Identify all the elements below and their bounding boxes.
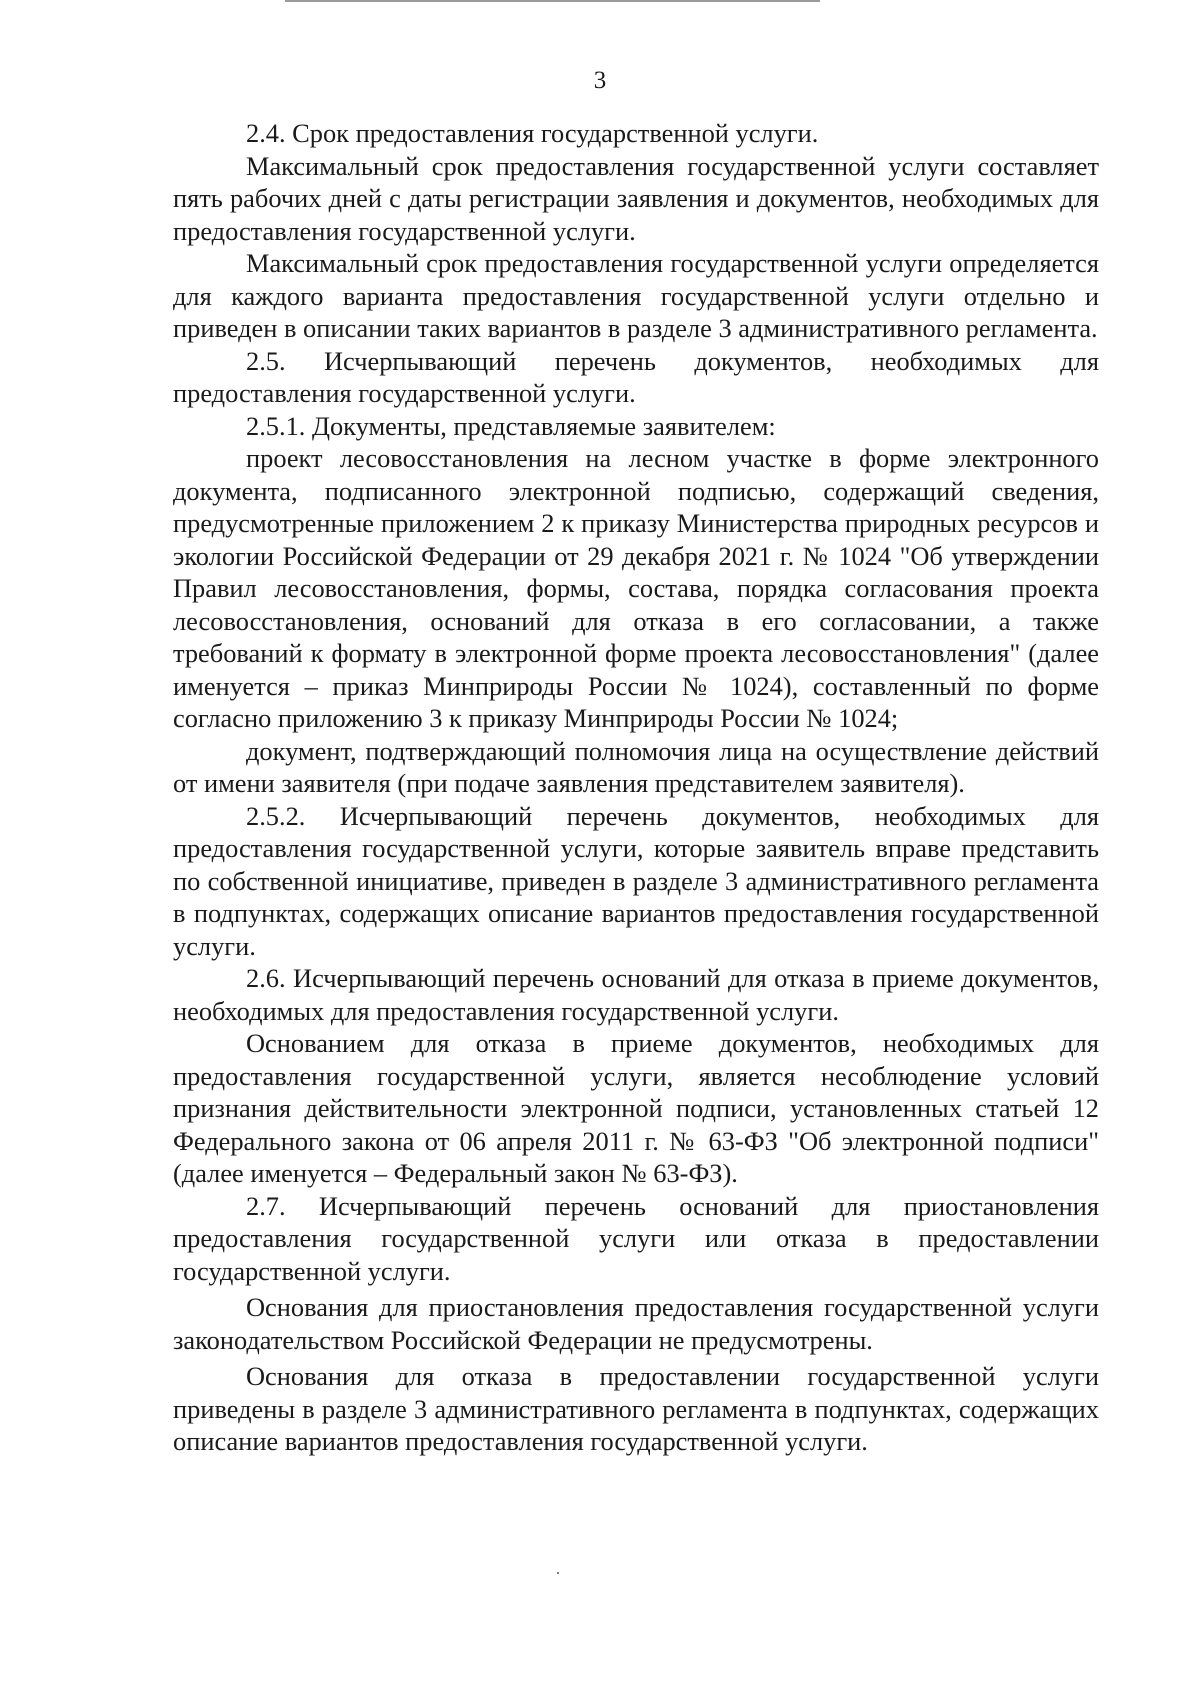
paragraph-2-5-2: 2.5.2. Исчерпывающий перечень документов, необходимых для предоставления государственной услуги, которые заявитель вправе представить по собственной инициативе, приведен в разделе 3 административного регламента в подпунктах, содержащих описание вариантов предоставления государственной услуги. [173, 800, 1099, 961]
paragraph-authority-document: документ, подтверждающий полномочия лица на осуществление действий от имени заявителя (при подаче заявления представителем заявителя). [173, 735, 1099, 798]
paragraph-suspension-grounds: Основания для приостановления предоставления государственной услуги законодательством Российской Федерации не предусмотрены. [173, 1292, 1099, 1355]
paragraph-max-term-1: Максимальный срок предоставления государственной услуги составляет пять рабочих дней с даты регистрации заявления и документов, необходимых для предоставления государственной услуги. [173, 150, 1099, 246]
document-body [173, 117, 1099, 1458]
scan-top-edge [285, 0, 820, 2]
scan-artifact-dot [557, 1572, 559, 1574]
paragraph-refusal-service-grounds: Основания для отказа в предоставлении государственной услуги приведены в разделе 3 административного регламента в подпунктах, содержащих описание вариантов предоставления государственной услуги. [173, 1361, 1099, 1456]
paragraph-2-4-heading: 2.4. Срок предоставления государственной услуги. [246, 118, 819, 148]
paragraph-max-term-2: Максимальный срок предоставления государственной услуги определяется для каждого варианта предоставления государственной услуги отдельно и приведен в описании таких вариантов в разделе 3 административного регламента. [173, 248, 1099, 343]
paragraph-2-5-1-heading: 2.5.1. Документы, представляемые заявителем: [246, 410, 776, 441]
page-number: 3 [593, 67, 607, 94]
paragraph-reforestation-project: проект лесовосстановления на лесном участке в форме электронного документа, подписанного электронной подписью, содержащий сведения, предусмотренные приложением 2 к приказу Министерства природных ресурсов и экологии Российской Федерации от 29 декабря 2021 г. № 1024 "Об утверждении Правил лесовосстановления, формы, состава, порядка согласования проекта лесовосстановления, оснований для отказа в его согласовании, а также требований к формату в электронной форме проекта лесовосстановления" (далее именуется – приказ Минприроды России № 1024), составленный по форме согласно приложению 3 к приказу Минприроды России № 1024; [173, 443, 1099, 733]
paragraph-2-7-heading: 2.7. Исчерпывающий перечень оснований для приостановления предоставления государственной услуги или отказа в предоставлении государственной услуги. [173, 1190, 1099, 1286]
paragraph-2-5-heading: 2.5. Исчерпывающий перечень документов, необходимых для предоставления государственной услуги. [173, 345, 1099, 408]
paragraph-2-6-heading: 2.6. Исчерпывающий перечень оснований для отказа в приеме документов, необходимых для предоставления государственной услуги. [173, 963, 1099, 1026]
paragraph-refusal-grounds: Основанием для отказа в приеме документов, необходимых для предоставления государственной услуги, является несоблюдение условий признания действительности электронной подписи, установленных статьей 12 Федерального закона от 06 апреля 2011 г. № 63-ФЗ "Об электронной подписи" (далее именуется – Федеральный закон № 63-ФЗ). [173, 1028, 1099, 1188]
